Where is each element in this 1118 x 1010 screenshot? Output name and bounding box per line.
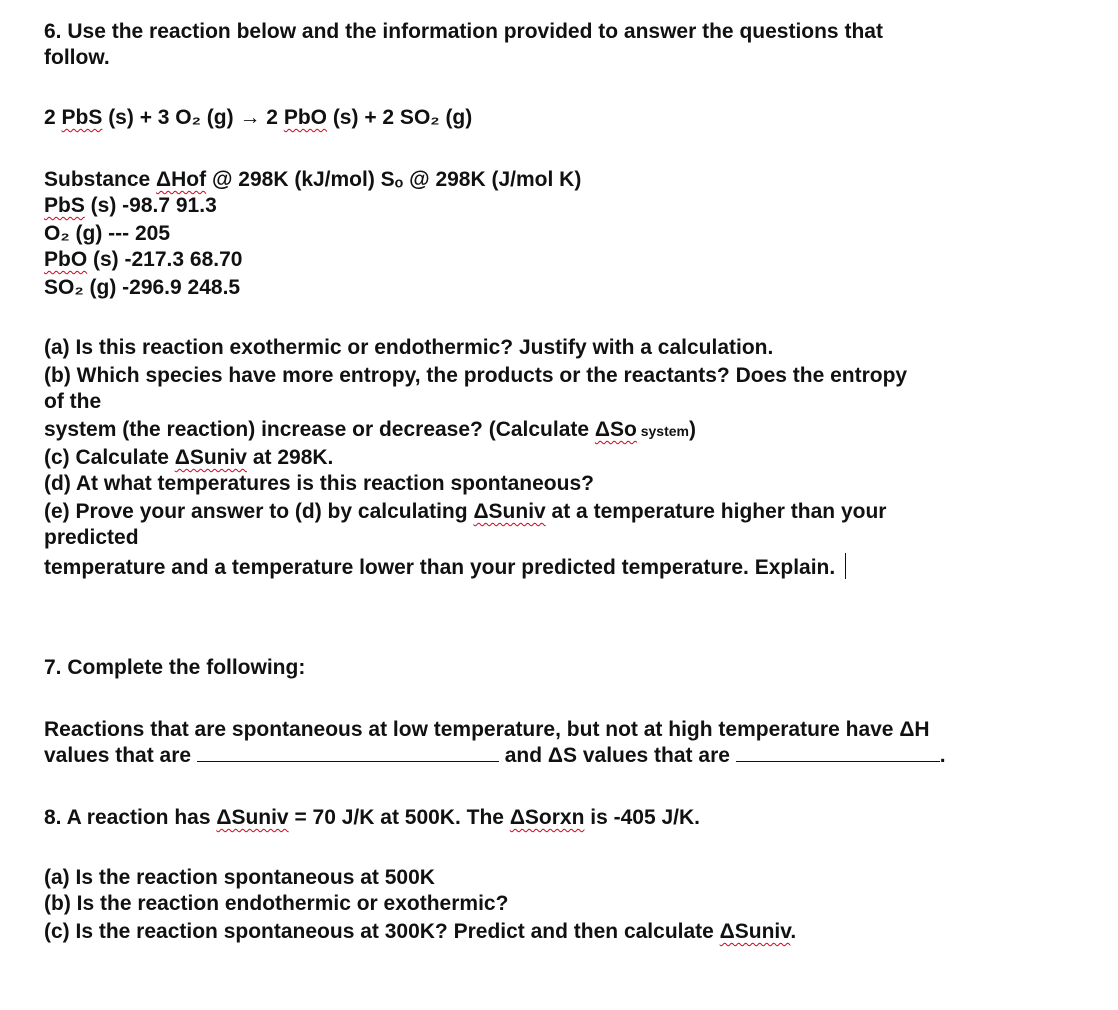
text-cursor xyxy=(845,553,846,579)
table-header-dh: ΔHof xyxy=(156,168,207,191)
q7-blank-ds[interactable] xyxy=(736,743,940,762)
q8-text-c: is -405 J/K. xyxy=(584,806,700,829)
part-c-ds: ΔSuniv xyxy=(174,446,247,469)
reaction-middle: (s) + 3 O₂ (g) → 2 xyxy=(102,106,284,129)
q7-line1: Reactions that are spontaneous at low temperature, but not at high temperature have ΔH xyxy=(44,718,930,741)
q8-part-c-end: . xyxy=(790,920,797,943)
q8-part-c-text: (c) Is the reaction spontaneous at 300K? Predict and then calculate xyxy=(44,920,720,943)
q7-line2 xyxy=(44,743,946,769)
q7-title: 7. Complete the following: xyxy=(44,656,306,679)
table-header-substance: Substance xyxy=(44,168,157,191)
part-b-text: system (the reaction) increase or decrease? (Calculate xyxy=(44,418,595,441)
q8-part-b: (b) Is the reaction endothermic or exothermic? xyxy=(44,892,509,915)
q6-part-e-line1 xyxy=(44,499,886,525)
q8-ds-univ: ΔSuniv xyxy=(216,806,289,829)
table-row-o2: O₂ (g) --- 205 xyxy=(44,222,170,245)
part-e-rest: at a temperature higher than your xyxy=(545,500,887,523)
table-row-pbo-values: (s) -217.3 68.70 xyxy=(87,248,243,271)
reaction-coef: 2 xyxy=(44,106,62,129)
table-row-pbs-name: PbS xyxy=(44,194,85,217)
q6-title-line1: 6. Use the reaction below and the information provided to answer the questions that xyxy=(44,20,883,43)
q6-title-line2: follow. xyxy=(44,46,110,69)
part-b-close: ) xyxy=(689,418,696,441)
q6-part-d: (d) At what temperatures is this reaction spontaneous? xyxy=(44,472,594,495)
part-e-ds: ΔSuniv xyxy=(473,500,546,523)
reaction-pbo: PbO xyxy=(283,106,327,129)
table-header-rest: @ 298K (kJ/mol) Sₒ @ 298K (J/mol K) xyxy=(206,168,582,191)
table-header xyxy=(44,167,581,193)
reaction-pbs: PbS xyxy=(61,106,103,129)
part-c-text: (c) Calculate xyxy=(44,446,175,469)
q8-statement xyxy=(44,805,700,831)
q7-line2-end: . xyxy=(939,744,946,767)
table-row-pbs-values: (s) -98.7 91.3 xyxy=(84,194,217,217)
q7-line2-middle: and ΔS values that are xyxy=(498,744,736,767)
q8-ds-rxn: ΔSorxn xyxy=(509,806,585,829)
q6-part-e-line2: predicted xyxy=(44,526,139,549)
q6-part-a: (a) Is this reaction exothermic or endothermic? Justify with a calculation. xyxy=(44,336,774,359)
table-row-pbo xyxy=(44,247,242,273)
part-e-text: (e) Prove your answer to (d) by calculating xyxy=(44,500,474,523)
table-row-so2: SO₂ (g) -296.9 248.5 xyxy=(44,276,241,299)
q6-part-b-line3 xyxy=(44,417,696,444)
part-b-sub: system xyxy=(636,423,689,439)
q7-line2-start: values that are xyxy=(44,744,197,767)
q8-part-a: (a) Is the reaction spontaneous at 500K xyxy=(44,866,435,889)
q6-part-b-line1: (b) Which species have more entropy, the products or the reactants? Does the entropy xyxy=(44,364,908,387)
q8-part-c-ds: ΔSuniv xyxy=(719,920,791,943)
q8-part-c xyxy=(44,919,796,945)
q6-reaction-equation xyxy=(44,105,472,131)
q8-text-b: = 70 J/K at 500K. The xyxy=(288,806,510,829)
q7-blank-dh[interactable] xyxy=(197,743,499,762)
q6-part-c xyxy=(44,445,333,471)
part-b-ds: ΔSo xyxy=(594,418,637,441)
q6-part-e-line3[interactable] xyxy=(44,553,846,581)
q8-text-a: 8. A reaction has xyxy=(44,806,217,829)
q6-part-b-line2: of the xyxy=(44,390,102,413)
reaction-end: (s) + 2 SO₂ (g) xyxy=(326,106,473,129)
table-row-pbo-name: PbO xyxy=(44,248,88,271)
part-c-rest: at 298K. xyxy=(247,446,334,469)
part-e-line3-text: temperature and a temperature lower than your predicted temperature. Explain. xyxy=(44,556,836,579)
table-row-pbs xyxy=(44,193,217,219)
